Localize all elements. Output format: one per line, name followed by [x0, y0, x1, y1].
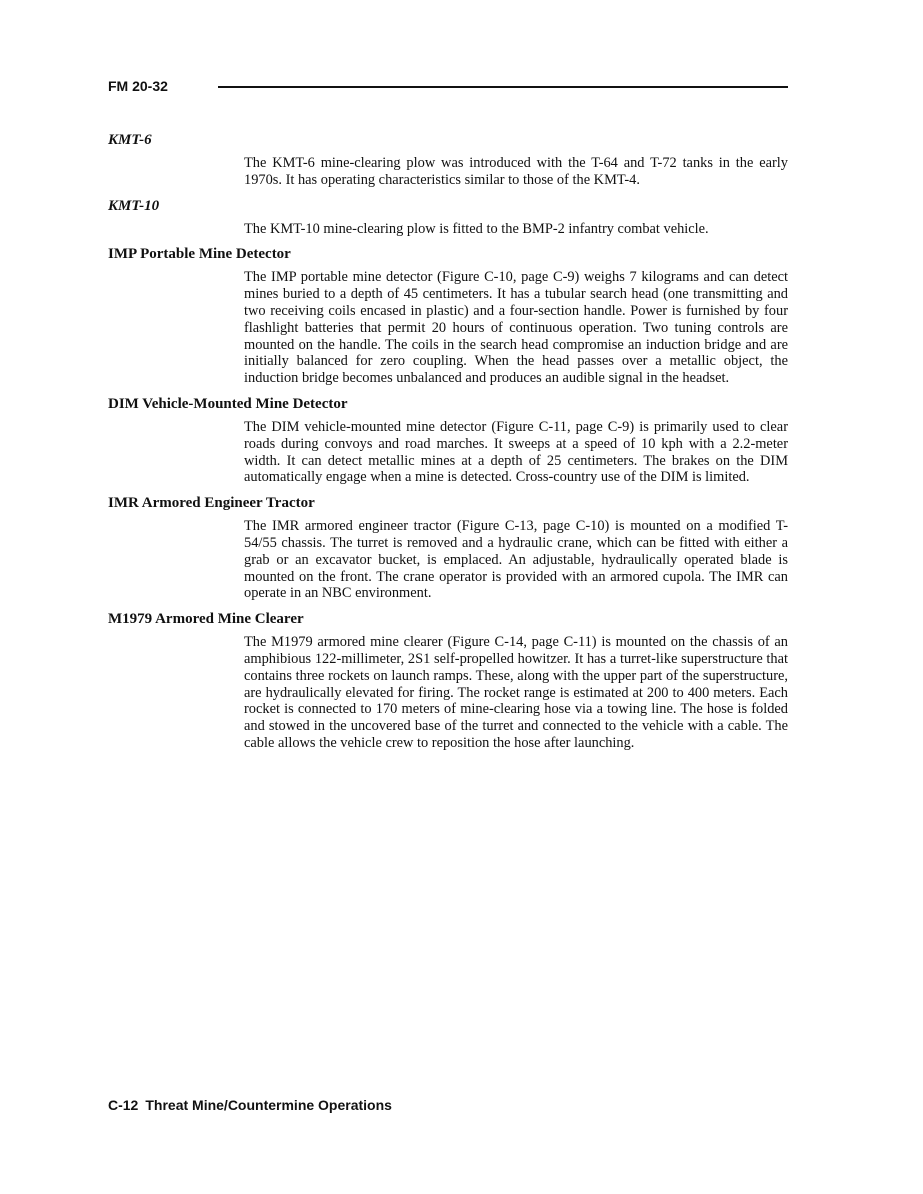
section-title: M1979 Armored Mine Clearer — [108, 611, 304, 628]
section-title: KMT-10 — [108, 197, 160, 214]
section-kmt-10 — [108, 197, 788, 238]
section-body: The KMT-6 mine-clearing plow was introduced with the T-64 and T-72 tanks in the early 1970s. It has operating characteristics similar to those of the KMT-4. — [244, 155, 788, 188]
section-dim-detector — [108, 395, 788, 486]
section-body: The DIM vehicle-mounted mine detector (Figure C-11, page C-9) is primarily used to clear roads during convoys and road marches. It sweeps at a speed of 10 kph with a 2.2-meter width. It can detect metallic mines at a depth of 25 centimeters. The brakes on the DIM automatically engage when a mine is detected. Cross-country use of the DIM is limited. — [244, 418, 788, 486]
page-number: C-12 — [108, 1097, 139, 1113]
section-body: The IMP portable mine detector (Figure C-10, page C-9) weighs 7 kilograms and can detect mines buried to a depth of 45 centimeters. It has a tubular search head (one transmitting and two receiving coils encased in plastic) and a four-section handle. Power is furnished by four flashlight batteries that permit 20 hours of continuous operation. Two tuning controls are mounted on the handle. The coils in the search head compromise an induction bridge and are initially balanced for zero coupling. When the head passes over a metallic object, the induction bridge becomes unbalanced and produces an audible signal in the headset. — [244, 269, 788, 387]
header-rule — [218, 86, 788, 88]
section-body: The IMR armored engineer tractor (Figure C-13, page C-10) is mounted on a modified T-54/55 chassis. The turret is removed and a hydraulic crane, which can be fitted with either a grab or an excavator bucket, is emplaced. An adjustable, hydraulically operated blade is mounted on the front. The crane operator is provided with an armored cupola. The IMR can operate in an NBC environment. — [244, 518, 788, 602]
page-header — [108, 77, 788, 97]
section-title: IMR Armored Engineer Tractor — [108, 495, 315, 512]
section-title: DIM Vehicle-Mounted Mine Detector — [108, 395, 348, 412]
section-body: The KMT-10 mine-clearing plow is fitted to the BMP-2 infantry combat vehicle. — [244, 220, 709, 237]
page-footer — [108, 1096, 392, 1114]
section-imp-detector — [108, 245, 788, 387]
manual-number: FM 20-32 — [108, 78, 168, 94]
section-body: The M1979 armored mine clearer (Figure C-14, page C-11) is mounted on the chassis of an amphibious 122-millimeter, 2S1 self-propelled howitzer. It has a turret-like superstructure that contains three rockets on launch ramps. These, along with the upper part of the superstructure, are hydraulically elevated for firing. The rocket range is estimated at 200 to 400 meters. Each rocket is connected to 170 meters of mine-clearing hose via a towing line. The hose is folded and stowed in the uncovered base of the turret and connected to the vehicle with a cable. The cable allows the vehicle crew to reposition the hose after launching. — [244, 634, 788, 751]
section-kmt-6 — [108, 131, 788, 189]
section-title: IMP Portable Mine Detector — [108, 246, 291, 263]
section-m1979-clearer — [108, 610, 788, 752]
page-content — [108, 131, 788, 760]
section-imr-tractor — [108, 494, 788, 602]
chapter-title: Threat Mine/Countermine Operations — [145, 1097, 392, 1113]
section-title: KMT-6 — [108, 132, 152, 148]
